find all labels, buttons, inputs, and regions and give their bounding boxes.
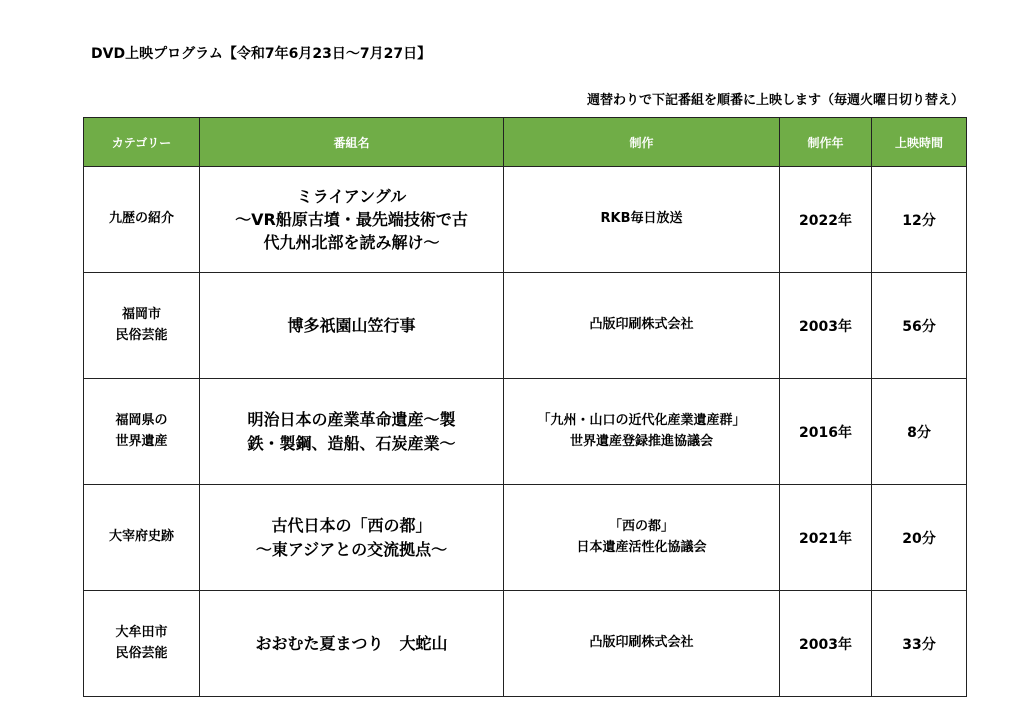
production-year-cell: 2003年 [780, 591, 872, 697]
program-name-cell [200, 273, 504, 379]
header-producer: 制作 [504, 118, 780, 167]
program-name-text: ～VR船原古墳・最先端技術で古 [235, 209, 468, 229]
producer-cell [504, 591, 780, 697]
producer-text: RKB毎日放送 [600, 211, 683, 227]
producer-text: 凸版印刷株式会社 [589, 635, 694, 651]
program-name-text: 博多祇園山笠行事 [287, 315, 416, 335]
producer-text: 世界遺産登録推進協議会 [569, 433, 713, 449]
category-cell [84, 591, 200, 697]
schedule-note: 週替わりで下記番組を順番に上映します（毎週火曜日切り替え） [586, 93, 964, 108]
duration-cell: 8分 [872, 379, 967, 485]
duration-cell: 12分 [872, 167, 967, 273]
category-cell [84, 273, 200, 379]
producer-text: 「西の都」 [608, 519, 674, 535]
program-name-cell [200, 167, 504, 273]
category-text: 世界遺産 [115, 433, 168, 449]
production-year-cell: 2016年 [780, 379, 872, 485]
producer-cell [504, 379, 780, 485]
page-title: DVD上映プログラム【令和7年6月23日～7月27日】 [91, 46, 432, 62]
category-text: 民俗芸能 [115, 645, 168, 661]
duration-cell: 20分 [872, 485, 967, 591]
producer-cell [504, 485, 780, 591]
production-year-cell: 2003年 [780, 273, 872, 379]
category-text: 大宰府史跡 [108, 529, 174, 545]
producer-cell [504, 273, 780, 379]
program-name-cell [200, 379, 504, 485]
category-cell [84, 485, 200, 591]
table-row [84, 485, 967, 591]
program-name-cell [200, 485, 504, 591]
producer-text: 「九州・山口の近代化産業遺産群」 [537, 413, 746, 429]
header-production-year: 制作年 [780, 118, 872, 167]
category-cell [84, 379, 200, 485]
producer-text: 日本遺産活性化協議会 [576, 539, 707, 555]
program-name-text: おおむた夏まつり 大蛇山 [255, 633, 448, 653]
program-name-text: ～東アジアとの交流拠点～ [255, 539, 448, 559]
table-header-row [84, 118, 967, 167]
header-category: カテゴリー [84, 118, 200, 167]
production-year-cell: 2022年 [780, 167, 872, 273]
duration-cell: 56分 [872, 273, 967, 379]
header-program-name: 番組名 [200, 118, 504, 167]
program-name-text: 古代日本の「西の都」 [271, 516, 432, 536]
program-name-text: 代九州北部を読み解け～ [263, 233, 440, 253]
header-duration: 上映時間 [872, 118, 967, 167]
production-year-cell: 2021年 [780, 485, 872, 591]
category-text: 福岡県の [115, 413, 168, 429]
category-text: 九歴の紹介 [108, 211, 174, 227]
program-name-text: 鉄・製鋼、造船、石炭産業～ [247, 433, 456, 453]
category-cell [84, 167, 200, 273]
table-row [84, 379, 967, 485]
program-name-text: 明治日本の産業革命遺産～製 [247, 410, 456, 430]
producer-text: 凸版印刷株式会社 [589, 317, 694, 333]
program-table [83, 117, 967, 697]
table-row [84, 273, 967, 379]
producer-cell [504, 167, 780, 273]
program-name-text: ミライアングル [296, 186, 407, 206]
category-text: 民俗芸能 [115, 327, 168, 343]
table-row [84, 167, 967, 273]
duration-cell: 33分 [872, 591, 967, 697]
category-text: 大牟田市 [115, 625, 168, 641]
table-row [84, 591, 967, 697]
program-name-cell [200, 591, 504, 697]
category-text: 福岡市 [121, 307, 161, 323]
